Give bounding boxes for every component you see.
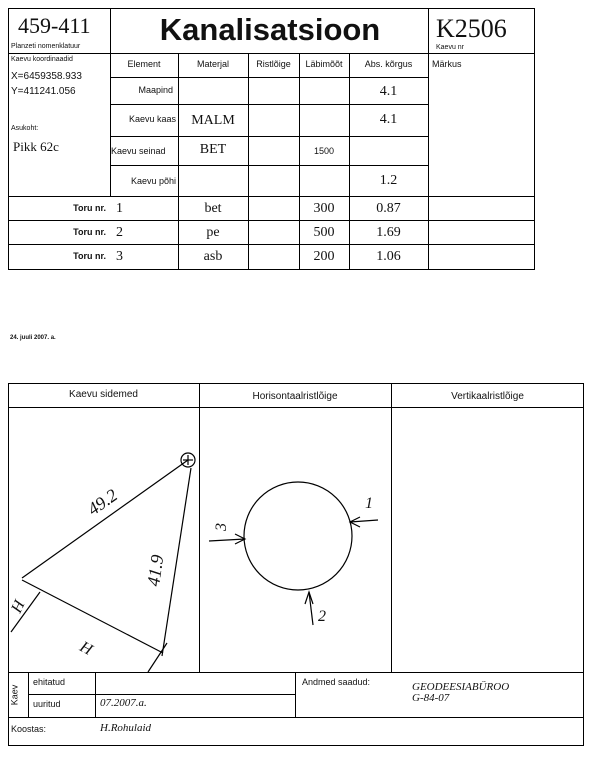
th-diameter: Läbimõõt <box>305 59 343 69</box>
pipe-nr: 1 <box>116 201 123 216</box>
row-diameter: 1500 <box>313 146 335 156</box>
dim-h2-label: H <box>76 638 96 659</box>
th-remark: Märkus <box>432 59 462 69</box>
row-height: 4.1 <box>379 112 398 127</box>
pipe-label-1: 1 <box>365 495 373 512</box>
pipe-material: asb <box>203 249 223 264</box>
pipe-material: bet <box>204 201 222 216</box>
coord-x: X=6459358.933 <box>11 71 82 82</box>
coords-label: Kaevu koordinaadid <box>11 56 73 63</box>
row-element: Kaevu seinad <box>111 146 166 156</box>
page-title: Kanalisatsioon <box>159 12 381 47</box>
th-cross-section: Ristlõige <box>256 59 291 69</box>
well-number: K2506 <box>436 14 507 43</box>
author-value: H.Rohulaid <box>100 722 152 734</box>
footer-bottom-line <box>8 717 584 718</box>
nomenclature-value: 459-411 <box>18 13 91 38</box>
pipe-height: 1.06 <box>376 249 401 264</box>
pipe-nr: 3 <box>116 249 123 264</box>
footer-mid-line <box>28 694 295 695</box>
kaev-label: Kaev <box>9 684 20 706</box>
th-element: Element <box>127 59 161 69</box>
pipe-arrow-3 <box>209 539 245 541</box>
panel-title-horizontal: Horisontaalristlõige <box>252 391 338 402</box>
address-label: Asukoht: <box>11 125 39 132</box>
built-label: ehitatud <box>33 677 66 687</box>
pipe-label: Toru nr. <box>73 251 106 261</box>
address-value: Pikk 62c <box>13 139 59 154</box>
dim-h1-label: H <box>8 597 29 616</box>
row-material: MALM <box>191 113 235 128</box>
data-source-label: Andmed saadud: <box>302 677 371 687</box>
pipe-material: pe <box>206 225 220 240</box>
panel-title-vertical: Vertikaalristlõige <box>451 391 524 402</box>
pipe-height: 0.87 <box>376 201 401 216</box>
footer-divider-kaev <box>28 672 29 717</box>
th-material: Materjal <box>196 59 229 69</box>
row-element: Kaevu kaas <box>128 114 176 124</box>
horizontal-section-circle <box>244 482 352 590</box>
pipe-label-2: 2 <box>318 608 326 625</box>
row-element: Maapind <box>138 85 173 95</box>
th-abs-height: Abs. kõrgus <box>364 59 413 69</box>
panel-title-connections: Kaevu sidemed <box>69 389 138 400</box>
row-material: BET <box>199 142 227 157</box>
footer-divider-labels <box>95 672 96 717</box>
pipe-label: Toru nr. <box>73 203 106 213</box>
footer-divider-source <box>295 672 296 717</box>
source-name: GEODEESIABÜROO <box>412 681 510 693</box>
row-element: Kaevu põhi <box>130 176 176 186</box>
pipe-diameter: 300 <box>313 201 335 216</box>
author-label: Koostas: <box>11 724 47 734</box>
dim-side-label: 41.9 <box>143 553 168 588</box>
nomenclature-label: Planzeti nomenklatuur <box>11 43 81 50</box>
row-height: 1.2 <box>379 173 398 188</box>
well-number-label: Kaevu nr <box>436 44 465 51</box>
pipe-height: 1.69 <box>376 225 401 240</box>
source-code: G-84-07 <box>412 692 450 704</box>
pipe-label-3: 3 <box>213 523 230 531</box>
dim-long-label: 49.2 <box>83 484 122 520</box>
surveyed-value: 07.2007.a. <box>100 697 147 709</box>
pipe-diameter: 500 <box>313 225 335 240</box>
surveyed-label: uuritud <box>33 699 61 709</box>
pipe-nr: 2 <box>116 225 123 240</box>
date-note: 24. juuli 2007. a. <box>10 335 56 341</box>
pipe-diameter: 200 <box>313 249 335 264</box>
coord-y: Y=411241.056 <box>11 86 76 97</box>
row-height: 4.1 <box>379 84 398 99</box>
pipe-label: Toru nr. <box>73 227 106 237</box>
